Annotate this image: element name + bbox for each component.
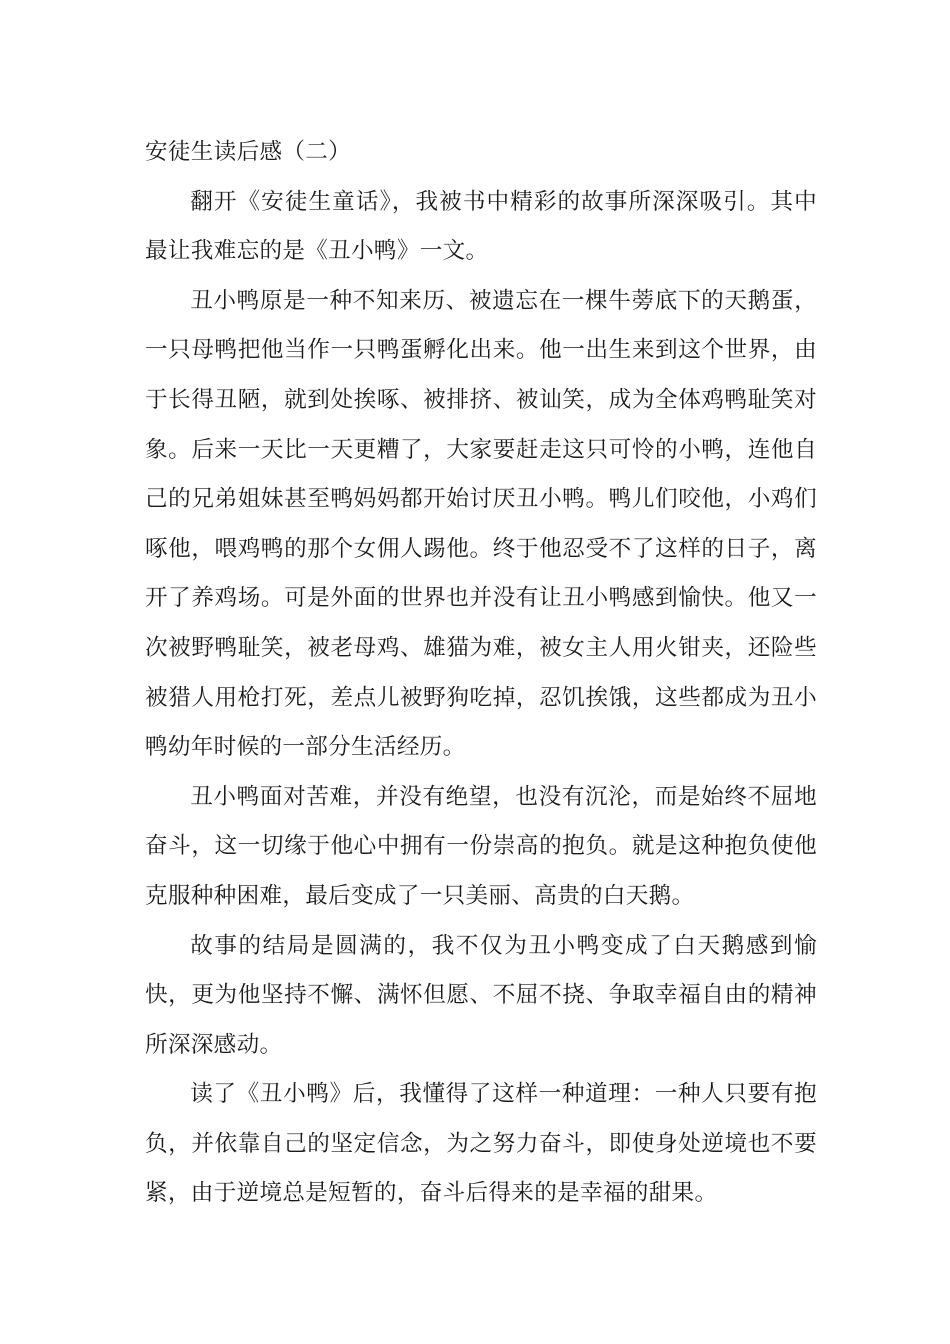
document-title: 安徒生读后感（二） xyxy=(145,139,352,165)
paragraph-intro: 翻开《安徒生童话》，我被书中精彩的故事所深深吸引。其中最让我难忘的是《丑小鸭》一文。 xyxy=(145,188,817,265)
paragraph-story: 丑小鸭原是一种不知来历、被遗忘在一棵牛蒡底下的天鹅蛋，一只母鸭把他当作一只鸭蛋孵化出来。他一出生来到这个世界，由于长得丑陋，就到处挨啄、被排挤、被讪笑，成为全体鸡鸭耻笑对象。后来一天比一天更糟了，大家要赶走这只可怜的小鸭，连他自己的兄弟姐妹甚至鸭妈妈都开始讨厌丑小鸭。鸭儿们咬他，小鸡们啄他，喂鸡鸭的那个女佣人踢他。终于他忍受不了这样的日子，离开了养鸡场。可是外面的世界也并没有让丑小鸭感到愉快。他又一次被野鸭耻笑，被老母鸡、雄猫为难，被女主人用火钳夹，还险些被猎人用枪打死，差点儿被野狗吃掉，忍饥挨饿，这些都成为丑小鸭幼年时候的一部分生活经历。 xyxy=(145,287,817,761)
paragraph-struggle: 丑小鸭面对苦难，并没有绝望，也没有沉沦，而是始终不屈地奋斗，这一切缘于他心中拥有一份崇高的抱负。就是这种抱负使他克服种种困难，最后变成了一只美丽、高贵的白天鹅。 xyxy=(145,783,817,909)
document-page xyxy=(145,128,817,1219)
paragraph-lesson: 读了《丑小鸭》后，我懂得了这样一种道理：一种人只要有抱负，并依靠自己的坚定信念，为之努力奋斗，即使身处逆境也不要紧，由于逆境总是短暂的，奋斗后得来的是幸福的甜果。 xyxy=(145,1081,817,1207)
paragraph-ending: 故事的结局是圆满的，我不仅为丑小鸭变成了白天鹅感到愉快，更为他坚持不懈、满怀但愿、不屈不挠、争取幸福自由的精神所深深感动。 xyxy=(145,932,817,1058)
